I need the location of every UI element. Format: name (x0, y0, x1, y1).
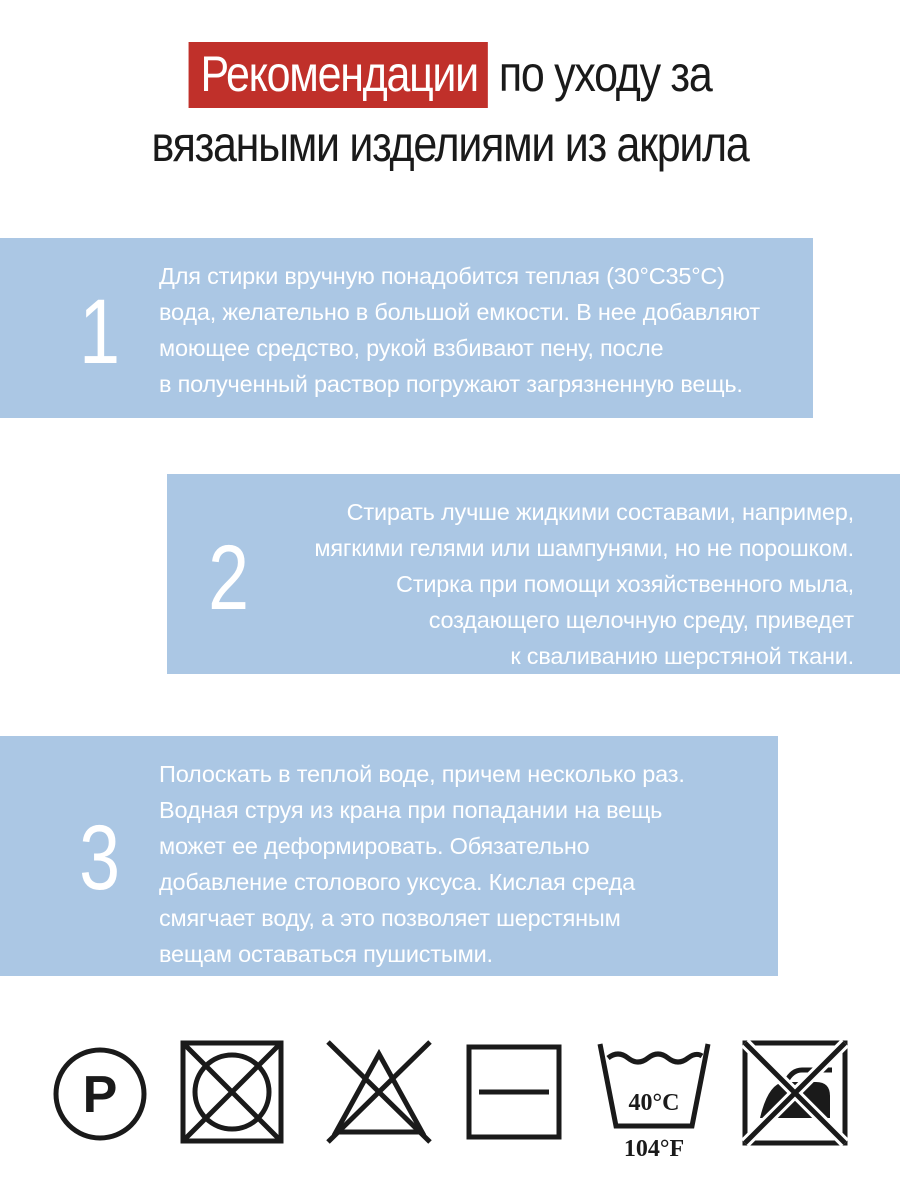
card-text-line: Для стирки вручную понадобится теплая (30°С35°С) (159, 263, 725, 289)
card-text-line: Полоскать в теплой воде, причем несколько раз. (159, 761, 685, 787)
care-tip-card-2 (167, 474, 900, 674)
do-not-iron-icon (742, 1040, 848, 1146)
wash-40-icon (596, 1038, 712, 1162)
card-text-line: вода, желательно в большой емкости. В нее добавляют (159, 299, 760, 325)
card-text-line: Стирать лучше жидкими составами, например, (346, 499, 854, 525)
professional-cleaning-p-icon (52, 1046, 148, 1142)
card-text-line: к сваливанию шерстяной ткани. (510, 643, 854, 669)
card-text-line: может ее деформировать. Обязательно (159, 833, 590, 859)
card-number: 3 (79, 807, 121, 909)
card-text-line: Водная струя из крана при попадании на вещь (159, 797, 663, 823)
card-text (159, 258, 760, 402)
card-text-line: смягчает воду, а это позволяет шерстяным (159, 905, 621, 931)
do-not-bleach-icon (324, 1040, 434, 1144)
wash-temp-celsius: 40°C (628, 1090, 680, 1116)
wash-temp-fahrenheit: 104°F (623, 1136, 685, 1162)
title-line-1-rest: по уходу за (498, 46, 712, 102)
title-line-1 (63, 42, 837, 106)
card-text (314, 494, 854, 674)
card-text-line: создающего щелочную среду, приведет (428, 607, 854, 633)
card-text-line: Стирка при помощи хозяйственного мыла, (396, 571, 854, 597)
card-text (159, 756, 685, 972)
care-tip-card-1 (0, 238, 813, 418)
care-tip-card-3 (0, 736, 778, 976)
care-symbols-row (0, 1030, 900, 1160)
card-text-line: в полученный раствор погружают загрязненную вещь. (159, 371, 743, 397)
page-title (0, 42, 900, 176)
title-line-2: вязаными изделиями из акрила (151, 116, 749, 172)
card-number: 1 (79, 281, 121, 383)
dry-flat-icon (466, 1044, 562, 1140)
card-text-line: мягкими гелями или шампунями, но не порошком. (314, 535, 854, 561)
p-letter: P (82, 1066, 118, 1124)
do-not-tumble-dry-icon (180, 1040, 284, 1144)
card-text-line: моющее средство, рукой взбивают пену, после (159, 335, 664, 361)
card-text-line: добавление столового уксуса. Кислая среда (159, 869, 635, 895)
card-number: 2 (208, 527, 250, 629)
card-text-line: вещам оставаться пушистыми. (159, 941, 493, 967)
title-highlight: Рекомендации (189, 42, 489, 108)
